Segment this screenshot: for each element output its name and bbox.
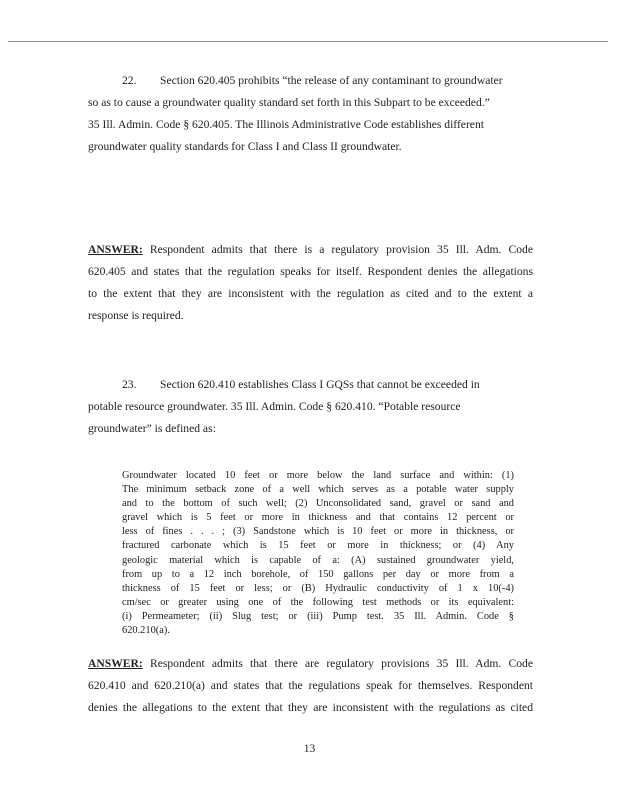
page-number: 13: [303, 742, 316, 755]
answer-22: [88, 239, 533, 327]
quote-line: gravel which is 5 feet or more in thickness and that contains 12 percent or: [122, 512, 514, 524]
paragraph-line: 35 Ill. Admin. Code § 620.405. The Illinois Administrative Code establishes different: [88, 118, 484, 131]
answer-line: ANSWER: Respondent admits that there is a regulatory provision 35 Ill. Adm. Code: [88, 243, 533, 256]
paragraph-line: groundwater” is defined as:: [88, 422, 216, 435]
answer-label: ANSWER:: [88, 243, 143, 256]
quote-line: and to the bottom of such well; (2) Unconsolidated sand, gravel or sand and: [122, 498, 514, 510]
answer-line: ANSWER: Respondent admits that there are regulatory provisions 35 Ill. Adm. Code: [88, 657, 533, 670]
paragraph-line: so as to cause a groundwater quality standard set forth in this Subpart to be exceeded.”: [88, 96, 490, 109]
paragraph-line: potable resource groundwater. 35 Ill. Admin. Code § 620.410. “Potable resource: [88, 400, 461, 413]
paragraph-number: 22.: [122, 74, 137, 87]
paragraph-22: [88, 70, 533, 158]
answer-line: to the extent that they are inconsistent with the regulation as cited and to the extent a: [88, 287, 533, 300]
quote-line: The minimum setback zone of a well which serves as a potable water supply: [122, 484, 514, 496]
paragraph-line: 23. Section 620.410 establishes Class I GQSs that cannot be exceeded in: [88, 374, 533, 396]
header-rule: [8, 41, 608, 42]
quote-line: from up to a 12 inch borehole, of 150 gallons per day or more from a: [122, 568, 514, 580]
quote-line: (i) Permeameter; (ii) Slug test; or (iii) Pump test. 35 Ill. Admin. Code §: [122, 610, 514, 622]
quote-line: fractured carbonate which is 15 feet or more in thickness; or (4) Any: [122, 540, 514, 552]
paragraph-23: [88, 374, 533, 440]
paragraph-line: groundwater quality standards for Class I and Class II groundwater.: [88, 140, 402, 153]
answer-line: 620.405 and states that the regulation speaks for itself. Respondent denies the allegations: [88, 265, 533, 278]
answer-label: ANSWER:: [88, 657, 143, 670]
paragraph-line: 22. Section 620.405 prohibits “the release of any contaminant to groundwater: [88, 70, 533, 92]
quote-line: geologic material which is capable of a: (A) sustained groundwater yield,: [122, 554, 514, 566]
quote-line: 620.210(a).: [122, 625, 170, 637]
quote-line: Groundwater located 10 feet or more below the land surface and within: (1): [122, 470, 514, 481]
quote-line: cm/sec or greater using one of the following test methods or its equivalent:: [122, 596, 514, 608]
answer-23: [88, 653, 533, 719]
answer-line: denies the allegations to the extent that they are inconsistent with the regulations as cited: [88, 701, 533, 714]
paragraph-number: 23.: [122, 378, 137, 391]
quote-line: less of fines . . . ; (3) Sandstone which is 10 feet or more in thickness, or: [122, 526, 514, 538]
block-quote: [122, 469, 514, 638]
answer-line: response is required.: [88, 309, 184, 322]
quote-line: thickness of 15 feet or less; or (B) Hydraulic conductivity of 1 x 10(-4): [122, 582, 514, 594]
answer-line: 620.410 and 620.210(a) and states that the regulations speak for themselves. Respondent: [88, 679, 533, 692]
